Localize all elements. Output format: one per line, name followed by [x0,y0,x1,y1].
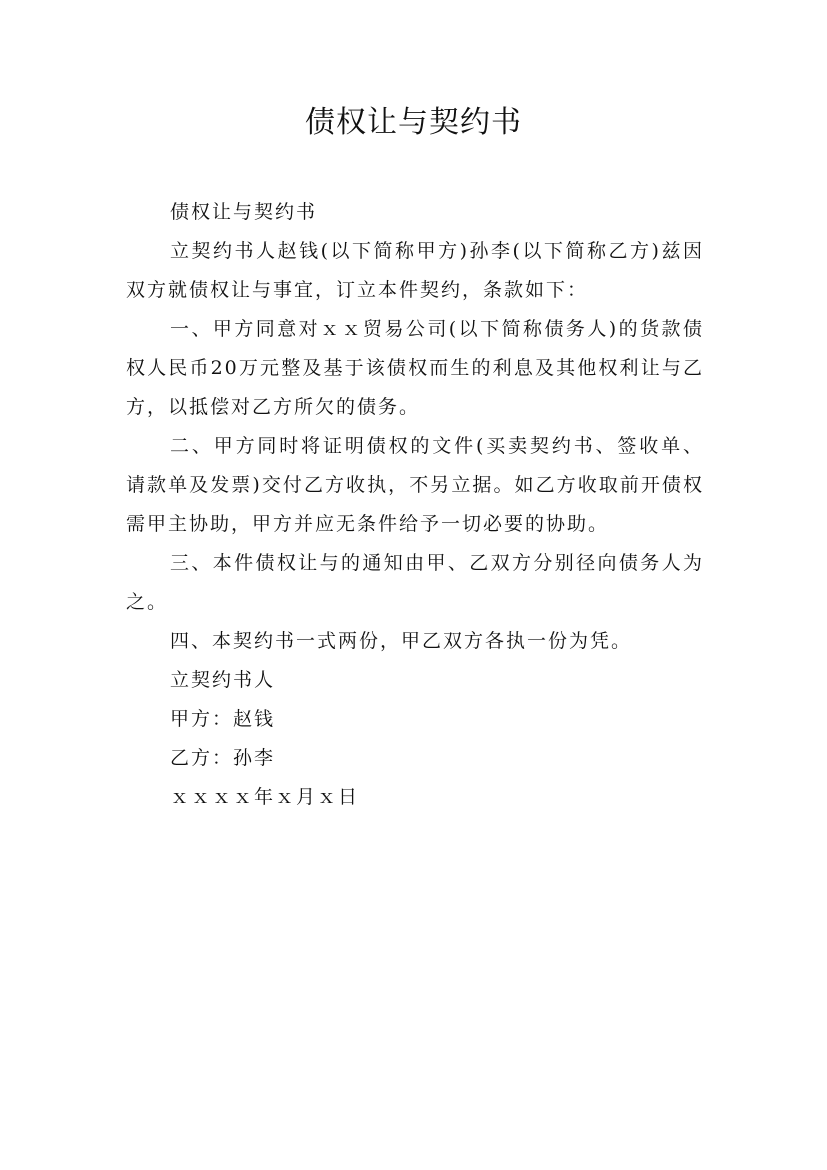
signatories-label: 立契约书人 [170,669,276,691]
party-b-line: 乙方：孙李 [170,747,276,769]
date-line: ｘｘｘｘ年ｘ月ｘ日 [170,786,360,808]
clause-2-paragraph: 二、甲方同时将证明债权的文件(买卖契约书、签收单、请款单及发票)交付乙方收执，不另立据。如乙方收取前开债权需甲主协助，甲方并应无条件给予一切必要的协助。 [126,435,704,535]
body-heading: 债权让与契约书 [170,201,318,223]
clause-4-paragraph: 四、本契约书一式两份，甲乙双方各执一份为凭。 [170,630,633,652]
party-a-line: 甲方：赵钱 [170,708,276,730]
document-title: 债权让与契约书 [305,105,522,140]
clause-3-paragraph: 三、本件债权让与的通知由甲、乙双方分别径向债务人为之。 [126,552,704,613]
preamble-paragraph: 立契约书人赵钱(以下简称甲方)孙李(以下简称乙方)兹因双方就债权让与事宜，订立本件契约，条款如下： [126,240,704,301]
document-body [126,193,704,817]
clause-1-paragraph: 一、甲方同意对ｘｘ贸易公司(以下简称债务人)的货款债权人民币20万元整及基于该债权而生的利息及其他权利让与乙方，以抵偿对乙方所欠的债务。 [126,318,704,418]
